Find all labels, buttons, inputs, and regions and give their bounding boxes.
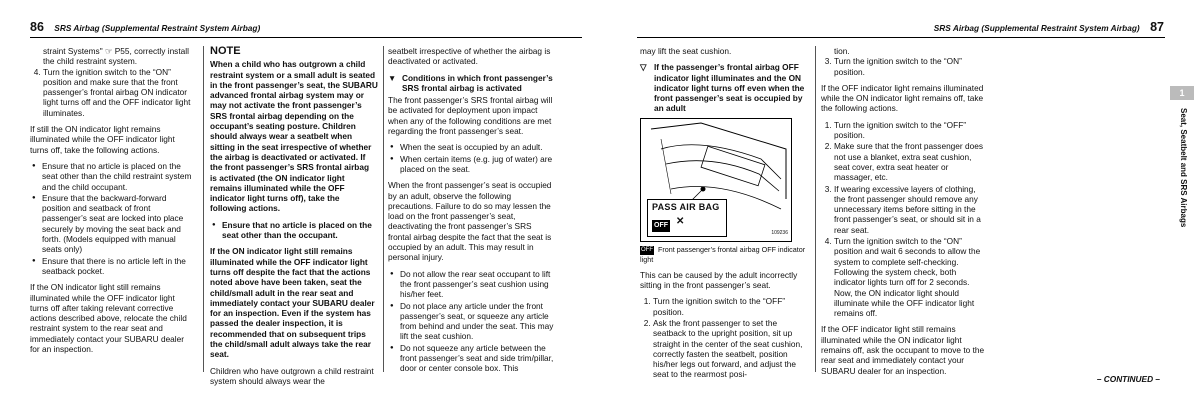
- page-number-right: 87: [1150, 20, 1164, 34]
- note-paragraph: When a child who has outgrown a child restraint system or a small adult is seated in the front passenger’s seat, the SUBARU advanced frontal airbag system may or may not activate the front passenger’s SRS frontal airbag depending on the occupant’s seating posture. Children should always wear a seatbelt when sitting in the seat irrespective of whether the airbag is deactivated or activated. If the front passenger’s SRS frontal airbag is activated (the ON indicator light remains illuminated while the OFF indicator light turns off), take the following actions.: [210, 59, 378, 214]
- steps-list: [821, 56, 987, 77]
- section-heading: [388, 73, 554, 94]
- page-number-left: 86: [30, 20, 44, 34]
- list-item: 3. Turn the ignition switch to the “ON” position.: [834, 56, 987, 77]
- step-continuation: tion.: [834, 46, 850, 56]
- section-heading: [640, 62, 808, 113]
- column-divider: [203, 46, 204, 372]
- list-item: ● When certain items (e.g. jug of water) are placed on the seat.: [400, 154, 554, 175]
- pass-air-bag-label: PASS AIR BAG: [652, 201, 720, 212]
- list-item: 2. Make sure that the front passenger does not use a blanket, extra seat cushion, seat cover, extra seat heater or massager, etc.: [834, 141, 987, 182]
- left-header: [30, 20, 580, 36]
- list-item: 4. Turn the ignition switch to the “ON” position and wait 6 seconds to allow the system to complete self-checking. Following the system check, both indicator lights turn off for 2 seconds. Now, the ON indicator light should illuminate while the OFF indicator light remains off.: [834, 236, 987, 318]
- paragraph: If the OFF indicator light remains illuminated while the ON indicator light remains off, take the following actions.: [821, 82, 984, 114]
- list-item: ● Do not allow the rear seat occupant to lift the front passenger’s seat cushion using his/her feet.: [400, 269, 554, 300]
- list-item: 1. Turn the ignition switch to the “OFF” position.: [834, 120, 987, 141]
- bullet-list: [30, 161, 195, 276]
- paragraph: The front passenger’s SRS frontal airbag will be activated for deployment upon impact when any of the following conditions are met regarding the front passenger’s seat.: [388, 95, 553, 137]
- list-item: ● Do not place any article under the front passenger’s seat, or squeeze any article from behind and under the seat. This may lift the seat cushion.: [400, 301, 554, 342]
- list-item: 2. Ask the front passenger to set the seatback to the upright position, sit up straight in the center of the seat cushion, correctly fasten the seatbelt, position his/her legs out forward, and adjust the seat to the rearmost posi-: [653, 318, 808, 380]
- paragraph: If still the ON indicator light remains illuminated while the OFF indicator light turns off, take the following actions.: [30, 124, 175, 155]
- triangle-down-icon: ▼: [388, 72, 397, 83]
- header-rule-right: [637, 37, 1165, 38]
- indicator-light-illustration: [640, 118, 792, 242]
- left-col-1: [30, 46, 195, 360]
- right-header: [597, 20, 1164, 36]
- chapter-tab: 1: [1170, 86, 1194, 100]
- caption-text: Front passenger’s frontal airbag OFF indicator light: [640, 244, 806, 264]
- left-col-3: [388, 46, 554, 380]
- header-title-left: SRS Airbag (Supplemental Restraint System Airbag): [54, 23, 261, 33]
- paragraph: If the ON indicator light still remains illuminated while the OFF indicator light turns off after taking relevant corrective actions described above, relocate the child restraint system to the rear seat and immediately contact your SUBARU dealer for an inspection.: [30, 282, 187, 355]
- paragraph: If the OFF indicator light still remains illuminated while the ON indicator light remains off, ask the occupant to move to the rear seat and immediately contact your SUBARU dealer for an inspection.: [821, 324, 985, 376]
- right-col-2: [821, 46, 987, 382]
- right-col-1: [640, 46, 808, 386]
- paragraph: When the front passenger’s seat is occupied by an adult, observe the following precautions. Failure to do so may lessen the load on the front passenger’s seat, deactivating the front passenger’s SRS frontal airbag despite the fact that the seat is occupied by an adult. This may result in personal injury.: [388, 180, 552, 263]
- note-bullet-list: [210, 220, 378, 241]
- steps-list: [30, 67, 195, 118]
- list-item: ● Ensure that no article is placed on the seat other than the occupant.: [222, 220, 378, 241]
- list-item: 3. If wearing excessive layers of clothing, the front passenger should remove any unnecessary items before sitting in the front passenger’s seat, or should sit in a rear seat.: [834, 184, 987, 235]
- right-page: [597, 0, 1194, 400]
- airbag-off-icon: ✕: [676, 215, 685, 227]
- header-title-right: SRS Airbag (Supplemental Restraint System Airbag): [933, 23, 1140, 33]
- column-divider: [383, 46, 384, 372]
- bullet-list: [388, 142, 554, 174]
- list-item: ● Ensure that there is no article left in the seatback pocket.: [42, 256, 195, 277]
- section-heading-text: Conditions in which front passenger’s SRS frontal airbag is activated: [402, 72, 553, 93]
- paragraph: This can be caused by the adult incorrectly sitting in the front passenger’s seat.: [640, 269, 798, 291]
- list-item: ● When the seat is occupied by an adult.: [400, 142, 554, 152]
- note-paragraph: Children who have outgrown a child restraint system should always wear the: [210, 365, 374, 386]
- column-divider: [815, 46, 816, 372]
- figure-code: 109236: [771, 230, 788, 237]
- list-item: ● Ensure that no article is placed on the seat other than the child restraint system and the child occupant.: [42, 161, 195, 192]
- paragraph: seatbelt irrespective of whether the airbag is deactivated or activated.: [388, 46, 551, 67]
- steps-list: [821, 120, 987, 319]
- continued-label: – CONTINUED –: [1096, 374, 1160, 384]
- list-item: 1. Turn the ignition switch to the “OFF” position.: [653, 296, 808, 317]
- pass-air-bag-panel: [647, 199, 727, 237]
- paragraph: may lift the seat cushion.: [640, 46, 732, 56]
- header-rule-left: [30, 37, 582, 38]
- step-continuation: straint Systems" ☞ P55, correctly install the child restraint system.: [43, 46, 189, 67]
- bullet-list: [388, 269, 554, 374]
- list-item: ● Do not squeeze any article between the front passenger’s seat and side trim/pillar, door or center console box. This: [400, 343, 554, 374]
- note-paragraph: If the ON indicator light still remains illuminated while the OFF indicator light turns off despite the fact that the actions noted above have been taken, seat the child/small adult in the rear seat and immediately contact your SUBARU dealer for an inspection. Even if the system has passed the dealer inspection, it is recommended that on subsequent trips the child/small adult always take the rear seat.: [210, 246, 375, 360]
- note-box: [210, 46, 378, 392]
- steps-list: [640, 296, 808, 379]
- chapter-side-title: Seat, Seatbelt and SRS Airbags: [1179, 108, 1188, 228]
- list-item: 4. Turn the ignition switch to the “ON” position and make sure that the front passenger’s frontal airbag ON indicator light turns off and the OFF indicator light illuminates.: [43, 67, 195, 118]
- section-heading-text: If the passenger’s frontal airbag OFF indicator light illuminates and the ON indicator light turns off even when the front passenger’s seat is occupied by an adult: [654, 62, 805, 114]
- airbag-off-indicator-icon: OFF: [641, 246, 653, 253]
- triangle-down-outline-icon: ▽: [640, 62, 647, 73]
- off-label: OFF: [652, 220, 670, 232]
- figure-caption: [640, 245, 808, 264]
- list-item: ● Ensure that the backward-forward position and seatback of front passenger’s seat are locked into place securely by moving the seat back and forth. (Models equipped with manual seats only): [42, 193, 195, 255]
- note-title: NOTE: [210, 45, 241, 57]
